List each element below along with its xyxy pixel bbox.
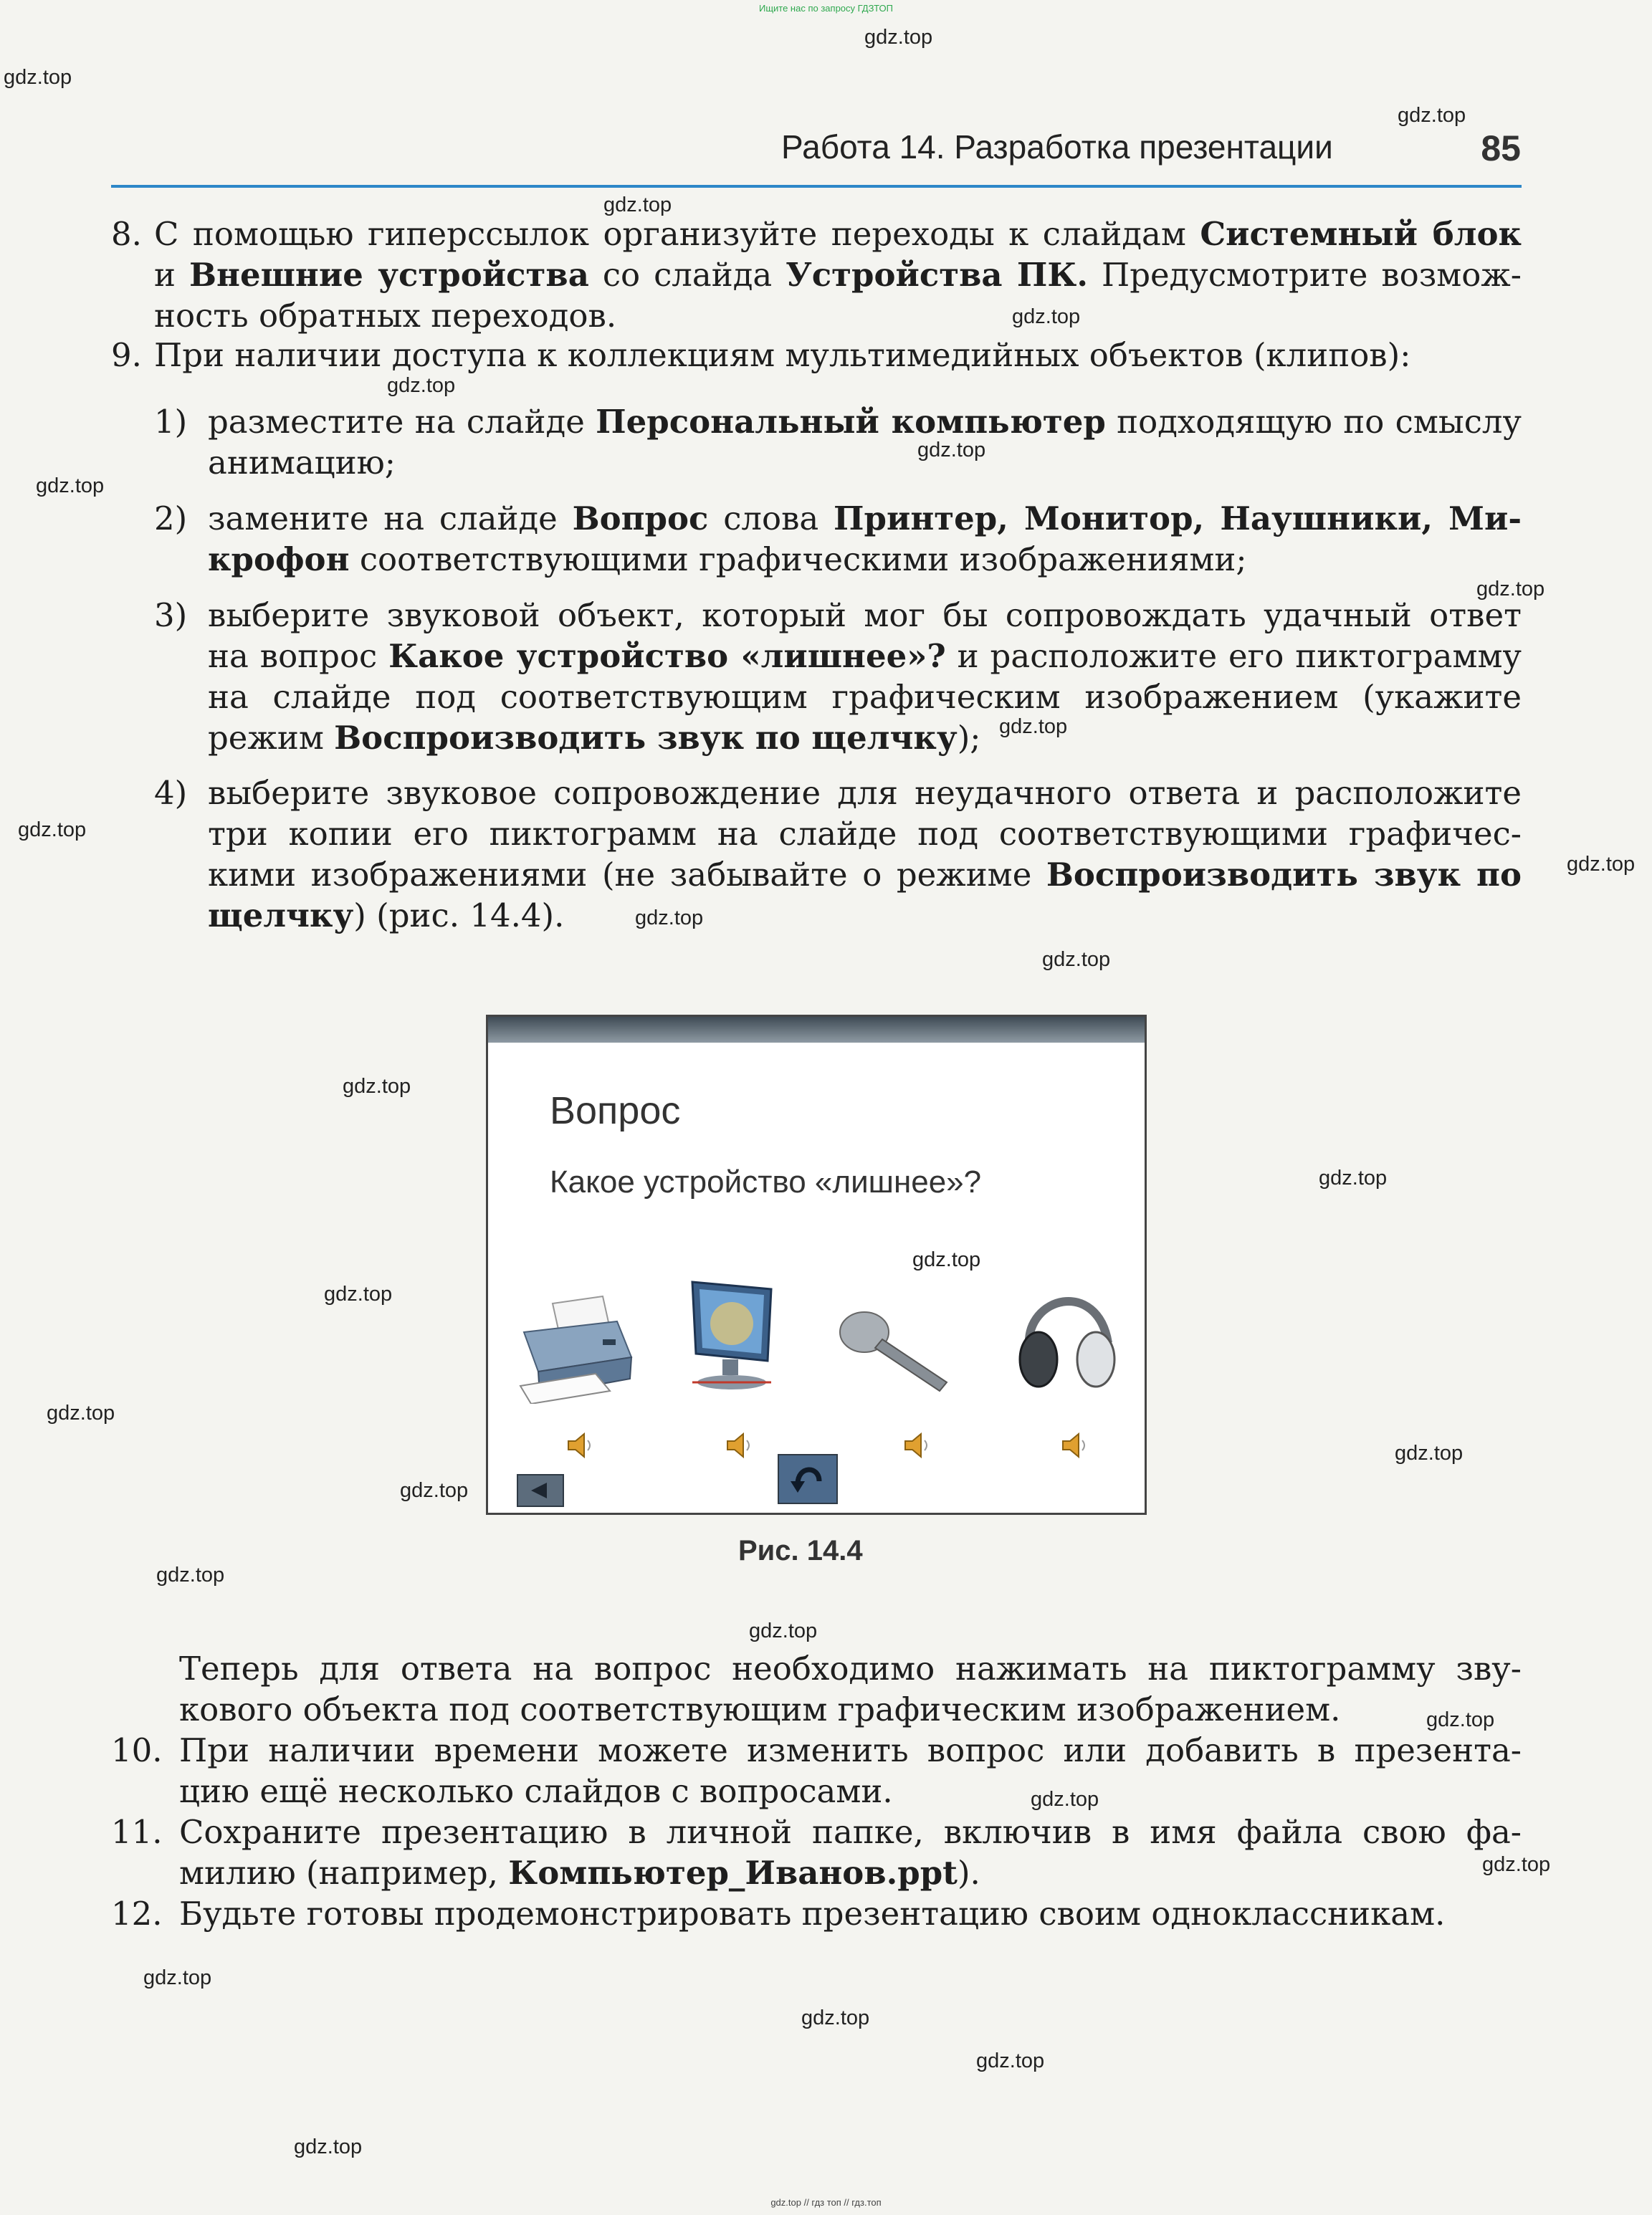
after-paragraph <box>179 1648 1522 1730</box>
watermark: gdz.top <box>912 1248 981 1271</box>
watermark: gdz.top <box>1012 305 1081 328</box>
subitem-2-text <box>208 498 1522 580</box>
text-line: милию (например, Компьютер_Иванов.ppt). <box>179 1854 980 1892</box>
item-9-text: При наличии доступа к коллекциям мультимедийных объектов (клипов): <box>154 336 1411 374</box>
text-line: анимацию; <box>208 444 396 482</box>
subitem-1-number: 1) <box>154 403 188 441</box>
return-button[interactable] <box>778 1454 838 1504</box>
slide-title: Вопрос <box>550 1089 681 1132</box>
text-line: крофон соответствующими графическими изображениями; <box>208 540 1247 578</box>
watermark: gdz.top <box>156 1564 225 1587</box>
watermark: gdz.top <box>999 715 1068 738</box>
text-line: кового объекта под соответствующим графическим изображением. <box>179 1690 1341 1728</box>
watermark: gdz.top <box>1482 1853 1551 1876</box>
watermark: gdz.top <box>324 1283 393 1306</box>
text-line: щелчку) (рис. 14.4). <box>208 896 565 934</box>
text-line: С помощью гиперссылок организуйте переходы к слайдам Системный блок <box>154 215 1522 253</box>
slide-title-band <box>488 1017 1145 1043</box>
watermark: gdz.top <box>1567 853 1636 876</box>
watermark: gdz.top <box>343 1075 411 1098</box>
watermark: gdz.top <box>36 474 105 497</box>
watermark: gdz.top <box>387 374 456 397</box>
subitem-3-text <box>208 595 1522 758</box>
watermark: gdz.top <box>1042 948 1111 971</box>
text-line: При наличии времени можете изменить вопрос или добавить в презента- <box>179 1731 1522 1769</box>
watermark: gdz.top <box>635 906 704 929</box>
item-10-number: 10. <box>111 1731 163 1769</box>
sound-icon[interactable] <box>1060 1431 1092 1460</box>
text-line: кими изображениями (не забывайте о режиме Воспроизводить звук по <box>208 856 1522 894</box>
figure-caption: Рис. 14.4 <box>738 1535 863 1566</box>
watermark: gdz.top <box>749 1620 818 1642</box>
text-line: разместите на слайде Персональный компьютер подходящую по смыслу <box>208 403 1522 441</box>
printer-icon <box>510 1289 639 1404</box>
watermark: gdz.top <box>400 1479 469 1502</box>
text-line: три копии его пиктограмм на слайде под соответствующими графичес- <box>208 815 1522 853</box>
watermark: gdz.top <box>1426 1708 1495 1731</box>
watermark: gdz.top <box>47 1402 115 1425</box>
sound-icon[interactable] <box>725 1431 756 1460</box>
text-line: выберите звуковое сопровождение для неудачного ответа и расположите <box>208 774 1522 812</box>
watermark: gdz.top <box>1395 1442 1464 1465</box>
text-line: Теперь для ответа на вопрос необходимо нажимать на пиктограмму зву- <box>179 1650 1522 1688</box>
item-12-text <box>179 1893 1522 1934</box>
text-line: на вопрос Какое устройство «лишнее»? и расположите его пиктограмму <box>208 637 1522 675</box>
arrow-left-icon <box>518 1475 563 1506</box>
page-header <box>781 128 1521 166</box>
text-line: Сохраните презентацию в личной папке, включив в имя файла свою фа- <box>179 1813 1522 1851</box>
item-8-text <box>154 214 1522 336</box>
subitem-2-number: 2) <box>154 499 188 537</box>
sound-icon[interactable] <box>902 1431 934 1460</box>
text-line: замените на слайде Вопрос слова Принтер, Монитор, Наушники, Ми- <box>208 499 1522 537</box>
top-note: Ищите нас по запросу ГДЗТОП <box>758 3 893 14</box>
text-line: выберите звуковой объект, который мог бы сопровождать удачный ответ <box>208 596 1522 634</box>
text-line: режим Воспроизводить звук по щелчку); <box>208 719 981 757</box>
header-rule <box>111 185 1522 188</box>
watermark: gdz.top <box>1319 1167 1388 1190</box>
slide-figure <box>486 1015 1147 1515</box>
watermark: gdz.top <box>976 2049 1045 2072</box>
watermark: gdz.top <box>143 1966 212 1989</box>
headphones-icon <box>1011 1275 1126 1400</box>
watermark: gdz.top <box>1398 104 1466 127</box>
subitem-4-number: 4) <box>154 774 188 812</box>
text-line: цию ещё несколько слайдов с вопросами. <box>179 1772 893 1810</box>
page-number: 85 <box>1481 128 1521 168</box>
watermark: gdz.top <box>603 193 672 216</box>
monitor-icon <box>678 1275 786 1397</box>
item-8-number: 8. <box>111 215 142 253</box>
subitem-1-text <box>208 401 1522 483</box>
text-line: Будьте готовы продемонстрировать презентацию своим одноклассникам. <box>179 1895 1446 1933</box>
watermark: gdz.top <box>18 818 87 841</box>
subitem-3-number: 3) <box>154 596 188 634</box>
slide-question: Какое устройство «лишнее»? <box>550 1164 982 1200</box>
watermark: gdz.top <box>864 26 933 49</box>
return-arrow-icon <box>779 1455 836 1503</box>
watermark: gdz.top <box>1476 578 1545 601</box>
watermark: gdz.top <box>1031 1788 1099 1811</box>
item-11-text <box>179 1812 1522 1893</box>
subitem-4-text <box>208 772 1522 936</box>
text-line: и Внешние устройства со слайда Устройства ПК. Предусмотрите возмож- <box>154 256 1522 294</box>
microphone-icon <box>832 1303 954 1397</box>
text-line: на слайде под соответствующим графическим изображением (укажите <box>208 678 1522 716</box>
item-10-text <box>179 1730 1522 1812</box>
text-line: ность обратных переходов. <box>154 297 617 335</box>
watermark: gdz.top <box>801 2006 870 2029</box>
watermark: gdz.top <box>4 66 72 89</box>
watermark: gdz.top <box>917 439 986 461</box>
bottom-note: gdz.top // гдз топ // гдз.топ <box>770 2197 882 2208</box>
item-12-number: 12. <box>111 1895 163 1933</box>
sound-icon[interactable] <box>565 1431 597 1460</box>
item-11-number: 11. <box>111 1813 163 1851</box>
watermark: gdz.top <box>294 2135 363 2158</box>
back-button[interactable] <box>517 1474 564 1507</box>
header-title: Работа 14. Разработка презентации <box>781 128 1333 166</box>
item-9-number: 9. <box>111 336 142 374</box>
